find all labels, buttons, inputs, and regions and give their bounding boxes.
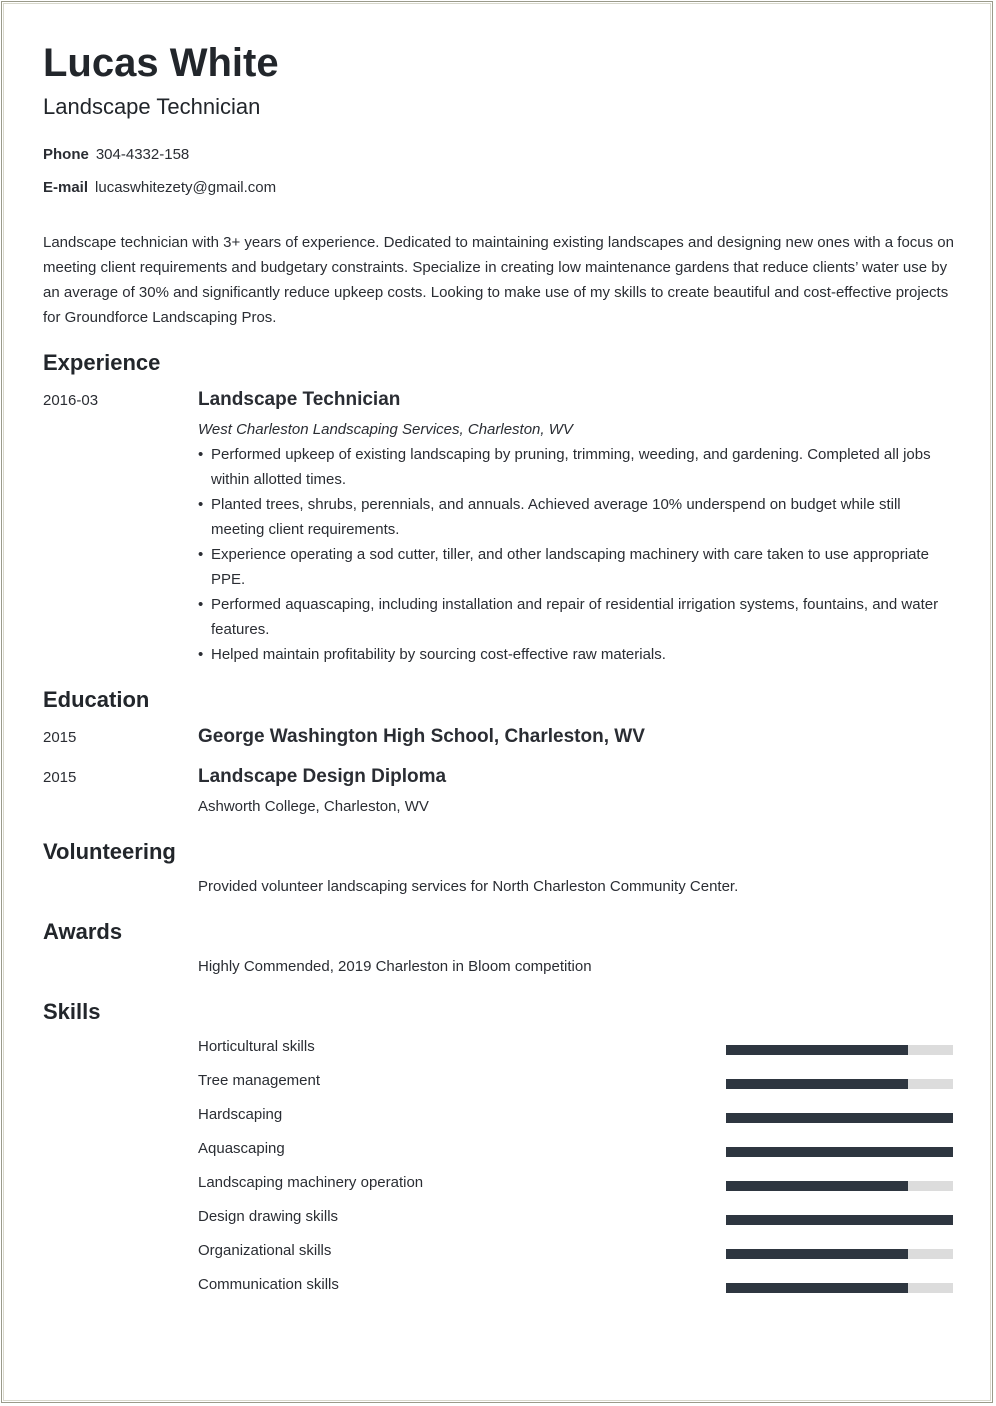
skill-level-bar	[726, 1147, 953, 1157]
skill-level-bar	[726, 1215, 953, 1225]
skill-level-fill	[726, 1113, 953, 1123]
skill-name: Design drawing skills	[198, 1208, 339, 1225]
skill-level-bar	[726, 1283, 953, 1293]
skill-level-fill	[726, 1045, 908, 1055]
experience-entry	[198, 389, 953, 667]
skill-row	[198, 1140, 953, 1160]
volunteering-heading: Volunteering	[43, 839, 176, 864]
phone-label: Phone	[43, 146, 89, 163]
experience-heading: Experience	[43, 350, 161, 375]
skill-level-bar	[726, 1045, 953, 1055]
list-item: • Helped maintain profitability by sourcing cost-effective raw materials.	[198, 642, 953, 667]
list-item: • Performed aquascaping, including installation and repair of residential irrigation systems, fountains, and water features.	[198, 592, 953, 642]
email-label: E-mail	[43, 179, 89, 196]
skill-row	[198, 1038, 953, 1058]
skill-level-bar	[726, 1249, 953, 1259]
skill-level-fill	[726, 1249, 908, 1259]
email-row	[43, 179, 276, 197]
skill-row	[198, 1208, 953, 1228]
skill-row	[198, 1242, 953, 1262]
skill-name: Landscaping machinery operation	[198, 1174, 424, 1191]
skill-name: Hardscaping	[198, 1106, 283, 1123]
awards-text: Highly Commended, 2019 Charleston in Bloom competition	[198, 958, 592, 975]
list-item: • Planted trees, shrubs, perennials, and annuals. Achieved average 10% underspend on budget while still meeting client requirements.	[198, 492, 953, 542]
education-title: Landscape Design Diploma	[198, 766, 447, 787]
education-date: 2015	[43, 769, 77, 786]
skill-name: Horticultural skills	[198, 1038, 315, 1055]
email-value: lucaswhitezety@gmail.com	[95, 179, 277, 196]
awards-heading: Awards	[43, 919, 123, 944]
skill-level-bar	[726, 1181, 953, 1191]
experience-date: 2016-03	[43, 392, 99, 409]
volunteering-text: Provided volunteer landscaping services for North Charleston Community Center.	[198, 878, 739, 895]
candidate-name: Lucas White	[43, 41, 279, 85]
skill-name: Communication skills	[198, 1276, 339, 1293]
summary-text: Landscape technician with 3+ years of experience. Dedicated to maintaining existing landscapes and designing new ones with a focus on meeting client requirements and budgetary constraints. Specialize in creating low maintenance gardens that reduce clients’ water use by an average of 30% and significantly reduce upkeep costs. Looking to make use of my skills to create beautiful and cost-effective projects for Groundforce Landscaping Pros.	[43, 234, 954, 326]
skill-level-fill	[726, 1181, 908, 1191]
list-item: • Experience operating a sod cutter, tiller, and other landscaping machinery with care taken to use appropriate PPE.	[198, 542, 953, 592]
phone-row	[43, 146, 189, 164]
experience-company: West Charleston Landscaping Services, Charleston, WV	[198, 421, 573, 438]
list-item: • Performed upkeep of existing landscaping by pruning, trimming, weeding, and gardening. Completed all jobs within allotted times.	[198, 442, 953, 492]
phone-value: 304-4332-158	[95, 146, 190, 163]
education-heading: Education	[43, 687, 150, 712]
skills-heading: Skills	[43, 999, 101, 1024]
skill-level-fill	[726, 1079, 908, 1089]
skill-row	[198, 1106, 953, 1126]
education-date: 2015	[43, 729, 77, 746]
education-title: George Washington High School, Charleston, WV	[198, 726, 645, 747]
skill-level-fill	[726, 1283, 908, 1293]
skill-name: Aquascaping	[198, 1140, 285, 1157]
job-title: Landscape Technician	[43, 94, 261, 119]
experience-bullets	[198, 442, 953, 667]
skill-row	[198, 1174, 953, 1194]
skill-row	[198, 1276, 953, 1296]
skill-level-bar	[726, 1113, 953, 1123]
experience-title: Landscape Technician	[198, 389, 401, 410]
education-detail: Ashworth College, Charleston, WV	[198, 798, 429, 815]
skill-name: Tree management	[198, 1072, 321, 1089]
skill-level-bar	[726, 1079, 953, 1089]
skill-level-fill	[726, 1147, 953, 1157]
skill-row	[198, 1072, 953, 1092]
skill-level-fill	[726, 1215, 953, 1225]
skill-name: Organizational skills	[198, 1242, 332, 1259]
